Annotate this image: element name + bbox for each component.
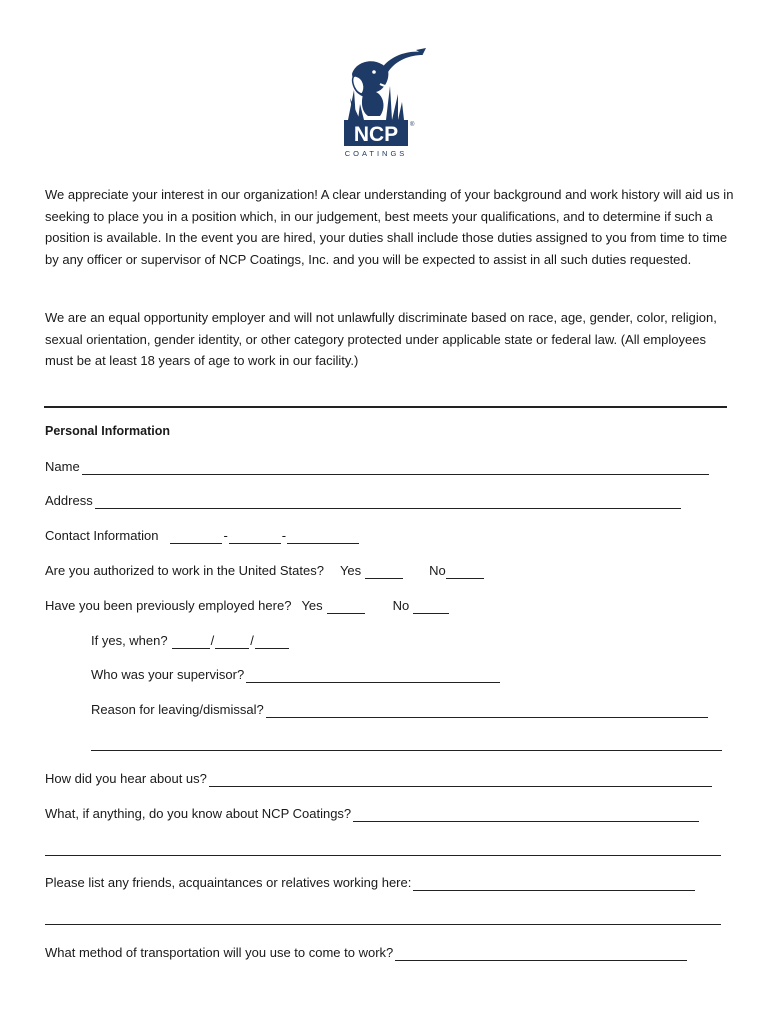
prev-employed-row: [45, 598, 449, 614]
know-label: What, if anything, do you know about NCP Coatings?: [45, 806, 352, 821]
prev-yes-field[interactable]: [327, 601, 365, 614]
elephant-in-grass-icon: [330, 46, 430, 158]
name-row: [45, 459, 709, 475]
know-field[interactable]: [353, 809, 699, 822]
friends-label: Please list any friends, acquaintances or relatives working here:: [45, 875, 412, 890]
when-month-field[interactable]: [172, 636, 210, 649]
prev-yes-label: Yes: [301, 598, 323, 613]
section-divider: [44, 406, 727, 408]
when-label: If yes, when?: [91, 633, 168, 648]
intro-paragraph-1: We appreciate your interest in our organization! A clear understanding of your background and work history will aid us in seeking to place you in a position which, in our judgement, best meets your qualifications, and to determine if such a position is available. In the event you are hired, your duties shall include those duties assigned to you from time to time by any officer or supervisor of NCP Coatings, Inc. and you will be expected to assist in all such duties requested.: [45, 187, 734, 267]
reason-label: Reason for leaving/dismissal?: [91, 702, 264, 717]
address-label: Address: [45, 493, 93, 508]
authorized-yes-label: Yes: [339, 563, 362, 578]
authorized-label: Are you authorized to work in the United States?: [45, 563, 324, 578]
section-heading: Personal Information: [45, 424, 171, 438]
date-separator-1: /: [210, 633, 215, 648]
contact-label: Contact Information: [45, 528, 159, 543]
logo-sub-text: COATINGS: [344, 149, 408, 158]
authorized-no-label: No: [429, 563, 446, 578]
transport-row: [45, 945, 687, 961]
friends-row: [45, 875, 695, 891]
reason-field-line-2[interactable]: [91, 750, 722, 751]
authorized-row: [45, 563, 484, 579]
supervisor-field[interactable]: [246, 670, 500, 683]
ncp-coatings-logo: [330, 46, 430, 158]
phone-line-field[interactable]: [287, 531, 359, 544]
prev-no-field[interactable]: [413, 601, 449, 614]
date-separator-2: /: [250, 633, 254, 648]
intro-paragraph-2: We are an equal opportunity employer and will not unlawfully discriminate based on race, age, gender, color, religion, sexual orientation, gender identity, or other category protected under applicable state or federal law. (All employees must be at least 18 years of age to work in our facility.): [45, 310, 717, 369]
name-label: Name: [45, 459, 80, 474]
reason-row: [91, 702, 708, 718]
authorized-no-field[interactable]: [446, 566, 484, 579]
phone-area-field[interactable]: [170, 531, 222, 544]
transport-field[interactable]: [395, 948, 687, 961]
logo-brand-text: NCP: [353, 123, 399, 146]
hear-field[interactable]: [209, 774, 712, 787]
when-day-field[interactable]: [215, 636, 249, 649]
friends-field-line-2[interactable]: [45, 924, 721, 925]
phone-separator-2: -: [281, 528, 287, 543]
reason-field[interactable]: [266, 705, 708, 718]
transport-label: What method of transportation will you use to come to work?: [45, 945, 394, 960]
phone-prefix-field[interactable]: [229, 531, 281, 544]
authorized-yes-field[interactable]: [365, 566, 403, 579]
name-field[interactable]: [82, 462, 709, 475]
friends-field[interactable]: [413, 878, 695, 891]
supervisor-label: Who was your supervisor?: [91, 667, 245, 682]
prev-no-label: No: [392, 598, 410, 613]
when-row: [91, 633, 289, 649]
registered-mark: ®: [410, 122, 415, 128]
know-field-line-2[interactable]: [45, 855, 721, 856]
supervisor-row: [91, 667, 500, 683]
address-field[interactable]: [95, 496, 681, 509]
hear-row: [45, 771, 712, 787]
hear-label: How did you hear about us?: [45, 771, 207, 786]
when-year-field[interactable]: [255, 636, 289, 649]
prev-employed-label: Have you been previously employed here?: [45, 598, 292, 613]
phone-separator-1: -: [223, 528, 228, 543]
contact-row: [45, 528, 359, 544]
address-row: [45, 493, 681, 509]
know-row: [45, 806, 699, 822]
